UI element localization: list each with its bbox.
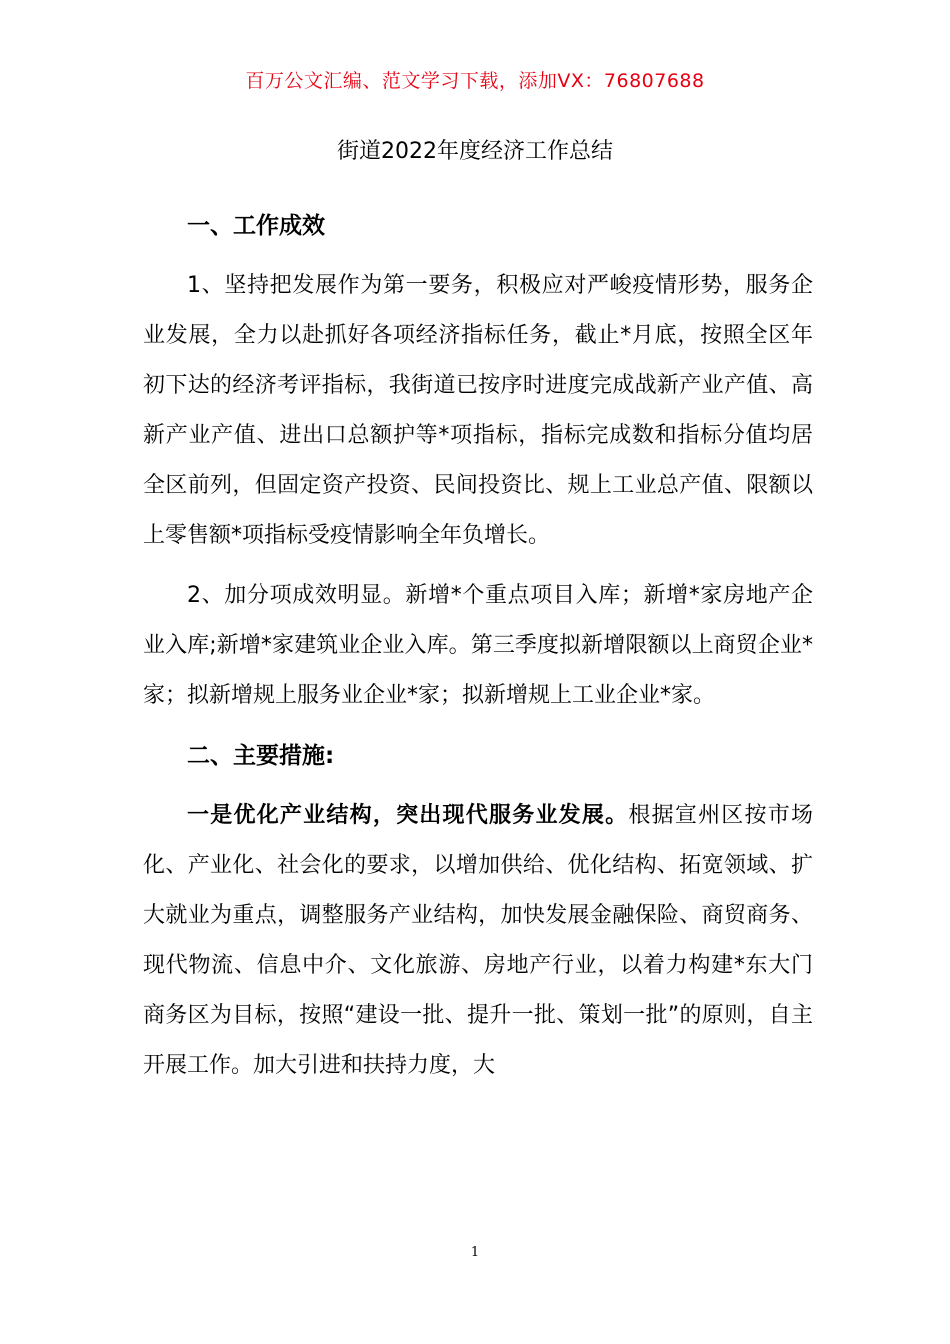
paragraph-body-text: 根据宣州区按市场化、产业化、社会化的要求，以增加供给、优化结构、拓宽领域、扩大就业为重点，调整服务产业结构，加快发展金融保险、商贸商务、现代物流、信息中介、文化旅游、房地产行业，以着力构建*东大门商务区为目标，按照“建设一批、提升一批、策划一批”的原则，自主开展工作。加大引进和扶持力度，大 [143,803,813,1078]
promo-banner: 百万公文汇编、范文学习下载，添加VX：76807688 [245,70,705,92]
paragraph-lead-text: 一是优化产业结构，突出现代服务业发展。 [187,803,629,828]
paragraph-bonus-items: 2、加分项成效明显。新增*个重点项目入库；新增*家房地产企业入库;新增*家建筑业企业入库。第三季度拟新增限额以上商贸企业*家；拟新增规上服务业企业*家；拟新增规上工业企业*家。 [143,583,813,708]
document-title: 街道2022年度经济工作总结 [337,139,613,164]
section-heading-measures: 二、主要措施: [187,743,335,769]
document-body [143,201,813,1101]
section-heading-achievements: 一、工作成效 [187,213,325,239]
paragraph-industry-structure [143,791,813,1091]
page-number: 1 [470,1245,480,1260]
paragraph-indicators: 1、坚持把发展作为第一要务，积极应对严峻疫情形势，服务企业发展，全力以赴抓好各项经济指标任务，截止*月底，按照全区年初下达的经济考评指标，我街道已按序时进度完成战新产业产值、高新产业产值、进出口总额护等*项指标，指标完成数和指标分值均居全区前列，但固定资产投资、民间投资比、规上工业总产值、限额以上零售额*项指标受疫情影响全年负增长。 [143,273,813,548]
